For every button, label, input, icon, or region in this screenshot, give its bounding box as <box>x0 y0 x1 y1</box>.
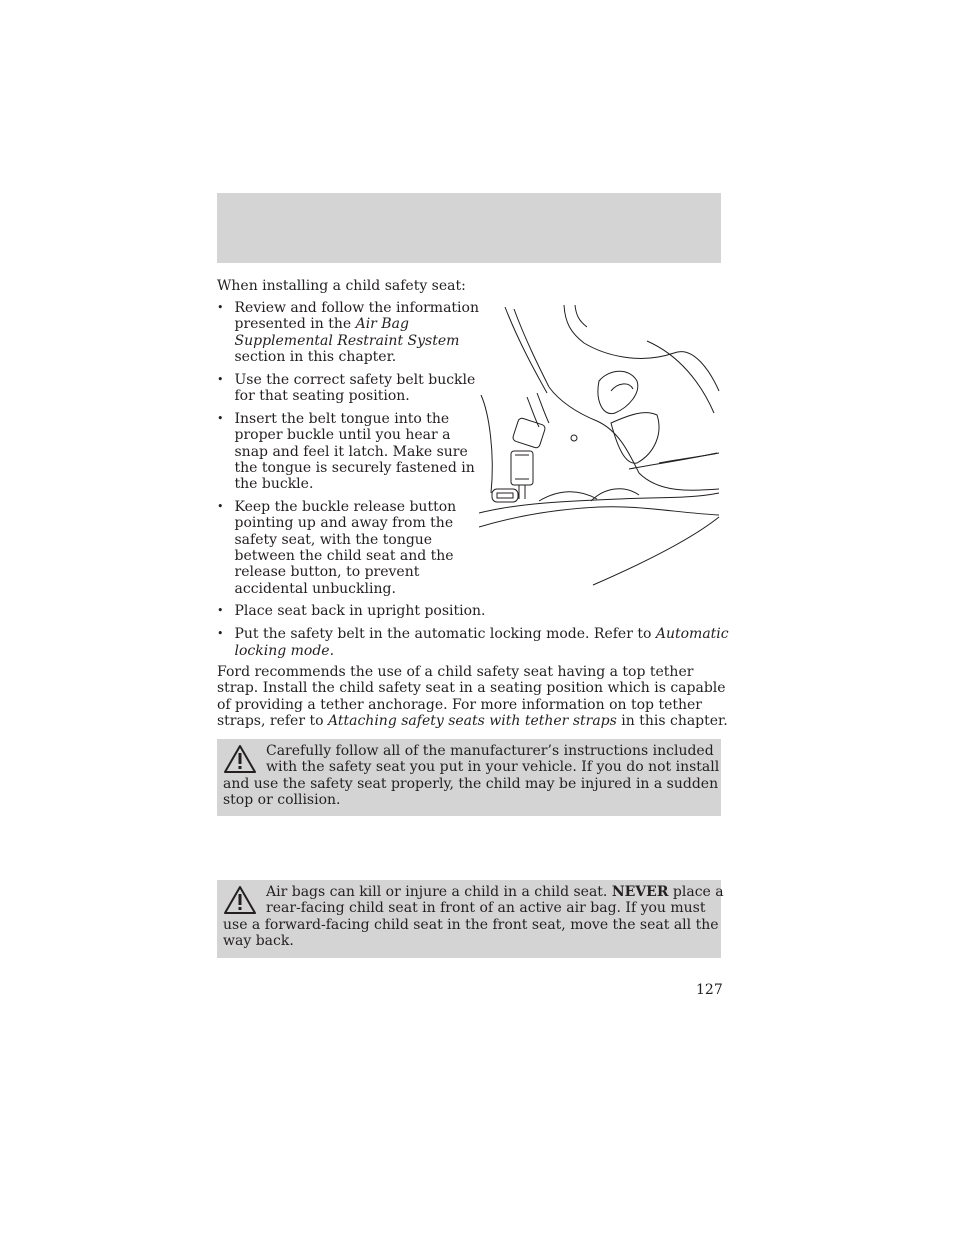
bullet-icon: • <box>217 411 224 425</box>
bullet-icon: • <box>217 604 224 618</box>
list-item-line: for that seating position. <box>234 388 410 405</box>
list-item-line: Review and follow the information <box>234 300 479 316</box>
list-item <box>217 626 729 659</box>
bullet-icon: • <box>217 301 224 314</box>
warning-line: and use the safety seat properly, the child may be injured in a sudden <box>223 775 719 792</box>
paragraph-line: of providing a tether anchorage. For more information on top tether <box>217 696 702 713</box>
italic-reference: locking mode. <box>234 642 335 659</box>
list-item-line: pointing up and away from the <box>234 515 454 532</box>
list-item-line: Keep the buckle release button <box>234 499 457 516</box>
list-item-line: section in this chapter. <box>234 348 397 365</box>
warning-line: rear-facing child seat in front of an active air bag. If you must <box>266 900 706 917</box>
intro-text: When installing a child safety seat: <box>217 278 466 294</box>
warning-line: Air bags can kill or injure a child in a child seat. NEVER place a <box>266 884 724 900</box>
list-item-line: presented in the Air Bag <box>234 316 409 333</box>
paragraph-line: strap. Install the child safety seat in a seating position which is capable <box>217 680 726 697</box>
list-item-line: between the child seat and the <box>234 547 454 564</box>
paragraph-line: Ford recommends the use of a child safety seat having a top tether <box>217 664 694 680</box>
warning-line: with the safety seat you put in your vehicle. If you do not install <box>266 759 720 776</box>
list-item-line: safety seat, with the tongue <box>234 531 433 548</box>
list-item-line: proper buckle until you hear a <box>234 427 451 444</box>
italic-reference: Automatic <box>655 626 729 643</box>
tether-recommendation-paragraph <box>217 664 728 729</box>
italic-reference: Supplemental Restraint System <box>234 332 460 349</box>
warning-line: way back. <box>223 932 294 949</box>
bullet-icon: • <box>217 372 224 386</box>
warning-box-manufacturer-instructions <box>217 739 721 816</box>
page-number: 127 <box>696 982 723 998</box>
warning-text <box>223 743 719 808</box>
list-item-line <box>235 643 729 659</box>
italic-reference: Air Bag <box>355 316 409 333</box>
warning-line: Carefully follow all of the manufacturer’s instructions included <box>266 743 714 759</box>
list-item-line: Insert the belt tongue into the <box>234 410 450 427</box>
bullet-icon: • <box>217 627 224 641</box>
warning-line: use a forward-facing child seat in the front seat, move the seat all the <box>223 916 719 933</box>
seat-belt-buckle-illustration <box>479 303 722 587</box>
warning-text <box>223 884 724 949</box>
italic-reference: Attaching safety seats with tether straps <box>328 712 617 729</box>
list-item-line: release button, to prevent <box>234 564 420 581</box>
paragraph-line: straps, refer to Attaching safety seats with tether straps in this chapter. <box>217 712 728 729</box>
warning-box-air-bags <box>217 880 724 958</box>
warning-line: stop or collision. <box>223 791 341 808</box>
emphasis-text: NEVER <box>611 884 669 900</box>
list-item-line: accidental unbuckling. <box>234 580 396 597</box>
list-item-line: the tongue is securely fastened in <box>234 459 475 476</box>
list-item-line: snap and feel it latch. Make sure <box>234 443 468 460</box>
list-item-line: Place seat back in upright position. <box>234 603 486 620</box>
list-item <box>217 603 729 619</box>
list-item-line: Use the correct safety belt buckle <box>234 371 476 388</box>
list-item-line: Put the safety belt in the automatic locking mode. Refer to Automatic <box>234 626 729 643</box>
bullet-icon: • <box>217 500 224 514</box>
section-header-band <box>217 193 721 263</box>
list-item-line: the buckle. <box>234 476 314 493</box>
